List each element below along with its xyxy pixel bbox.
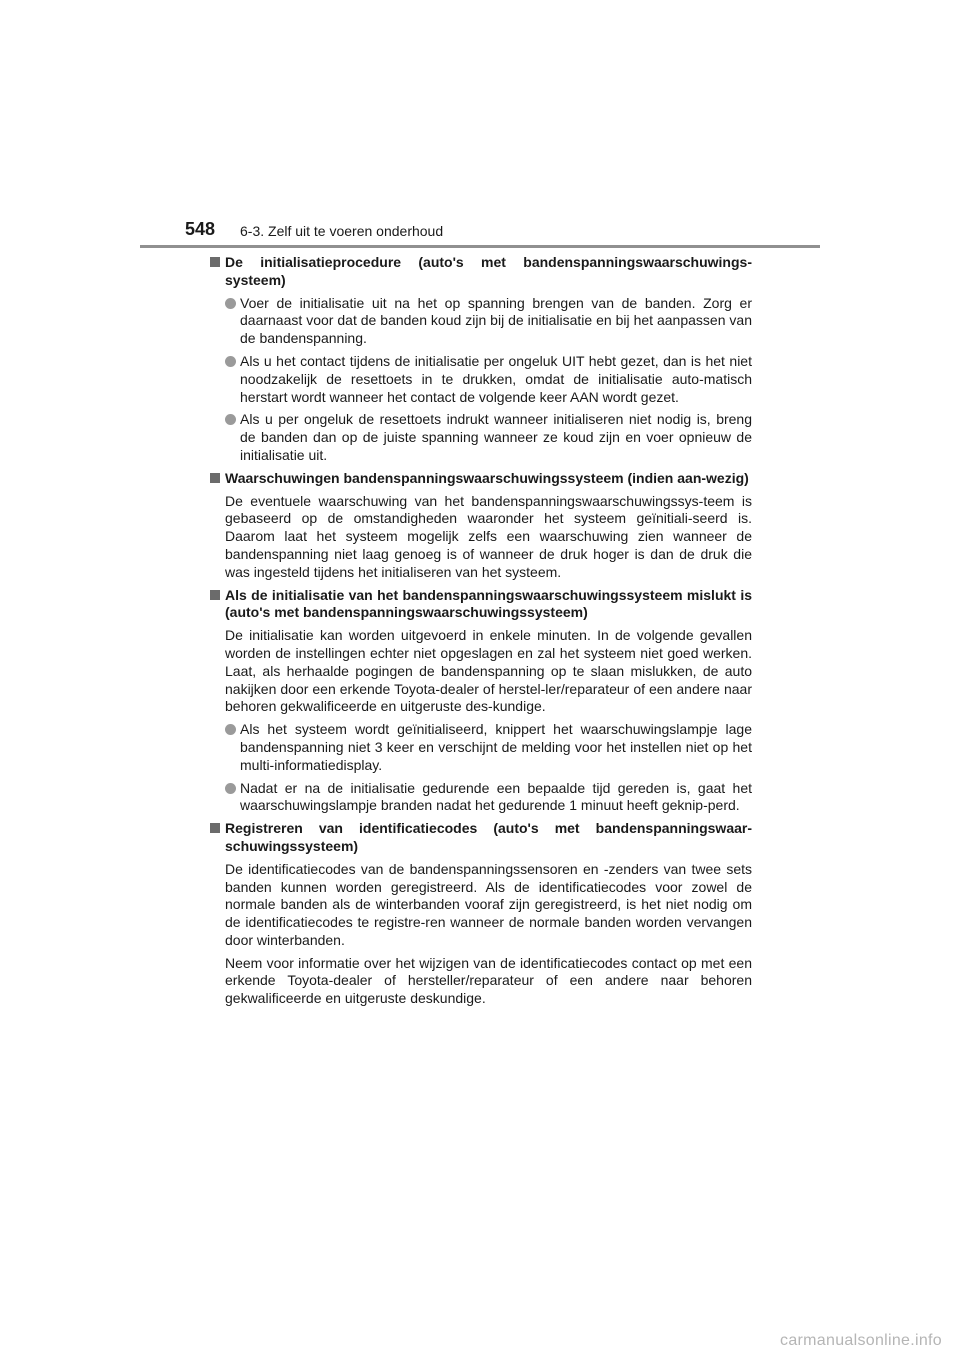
list-item: Als u het contact tijdens de initialisatie per ongeluk UIT hebt gezet, dan is het niet noodzakelijk de resettoets in te drukken, omdat de initialisatie auto-matisch herstart wordt wanneer het contact de volgende keer AAN wordt gezet. bbox=[225, 353, 752, 406]
circle-bullet-icon bbox=[225, 298, 236, 309]
page-header bbox=[140, 218, 820, 248]
section-heading: Als de initialisatie van het bandenspanningswaarschuwingssysteem mislukt is (auto's met bandenspanningswaarschuwingssysteem) bbox=[225, 586, 752, 621]
watermark: carmanualsonline.info bbox=[780, 1332, 942, 1349]
circle-bullet-icon bbox=[225, 783, 236, 794]
square-bullet-icon bbox=[210, 257, 220, 267]
section-heading: De initialisatieprocedure (auto's met bandenspanningswaarschuwings-systeem) bbox=[225, 254, 752, 288]
section-heading: Waarschuwingen bandenspanningswaarschuwingssysteem (indien aan-wezig) bbox=[225, 469, 749, 486]
paragraph: De eventuele waarschuwing van het bandenspanningswaarschuwingssys-teem is gebaseerd op de omstandigheden waaronder het systeem geïnitiali-seerd is. Daarom laat het systeem mogelijk zelfs een waarschuwing zien wanneer de bandenspanning niet laag genoeg is of wanneer de druk hoger is dan de druk die was ingesteld tijdens het initialiseren van het systeem. bbox=[225, 492, 752, 580]
section-initialization-procedure bbox=[210, 254, 752, 465]
section-title: 6-3. Zelf uit te voeren onderhoud bbox=[240, 223, 444, 239]
page-number: 548 bbox=[185, 219, 216, 239]
square-bullet-icon bbox=[210, 473, 220, 483]
paragraph: De identificatiecodes van de bandenspanningssensoren en -zenders van twee sets banden kunnen worden geregistreerd. Als de identificatiecodes voor zowel de normale banden als de winterbanden vooraf zijn geregistreerd, is het niet nodig om de identificatiecodes te registre-ren wanneer de normale banden worden vervangen door winterbanden. bbox=[225, 860, 752, 948]
list-item: Nadat er na de initialisatie gedurende een bepaalde tijd gereden is, gaat het waarschuwingslampje branden nadat het gedurende 1 minuut heeft geknip-perd. bbox=[225, 780, 752, 816]
square-bullet-icon bbox=[210, 823, 220, 833]
section-register-id-codes bbox=[210, 820, 752, 1008]
circle-bullet-icon bbox=[225, 356, 236, 367]
page-content bbox=[210, 254, 752, 1013]
section-heading: Registreren van identificatiecodes (auto's met bandenspanningswaar-schuwingssysteem) bbox=[225, 820, 752, 854]
section-warnings bbox=[210, 470, 752, 582]
header-rule bbox=[140, 245, 820, 248]
list-item: Als u per ongeluk de resettoets indrukt wanneer initialiseren niet nodig is, breng de banden dan op de juiste spanning wanneer ze koud zijn en voer opnieuw de initialisatie uit. bbox=[225, 411, 752, 464]
circle-bullet-icon bbox=[225, 724, 236, 735]
list-item: Als het systeem wordt geïnitialiseerd, knippert het waarschuwingslampje lage bandenspanning niet 3 keer en verschijnt de melding voor het instellen niet op het multi-informatiedisplay. bbox=[225, 721, 752, 774]
list-item: Voer de initialisatie uit na het op spanning brengen van de banden. Zorg er daarnaast voor dat de banden koud zijn bij de initialisatie en bij het aanpassen van de bandenspanning. bbox=[225, 295, 752, 348]
square-bullet-icon bbox=[210, 590, 220, 600]
paragraph: De initialisatie kan worden uitgevoerd in enkele minuten. In de volgende gevallen worden de instellingen echter niet opgeslagen en zal het systeem niet goed werken. Laat, als herhaalde pogingen de bandenspanning op te slaan mislukken, de auto nakijken door een erkende Toyota-dealer of herstel-ler/reparateur of een andere naar behoren gekwalificeerde en uitgeruste des-kundige. bbox=[225, 627, 752, 715]
circle-bullet-icon bbox=[225, 414, 236, 425]
section-initialization-failed bbox=[210, 587, 752, 816]
paragraph: Neem voor informatie over het wijzigen van de identificatiecodes contact op met een erkende Toyota-dealer of hersteller/reparateur of een andere naar behoren gekwalificeerde en uitgeruste deskundige. bbox=[225, 954, 752, 1007]
